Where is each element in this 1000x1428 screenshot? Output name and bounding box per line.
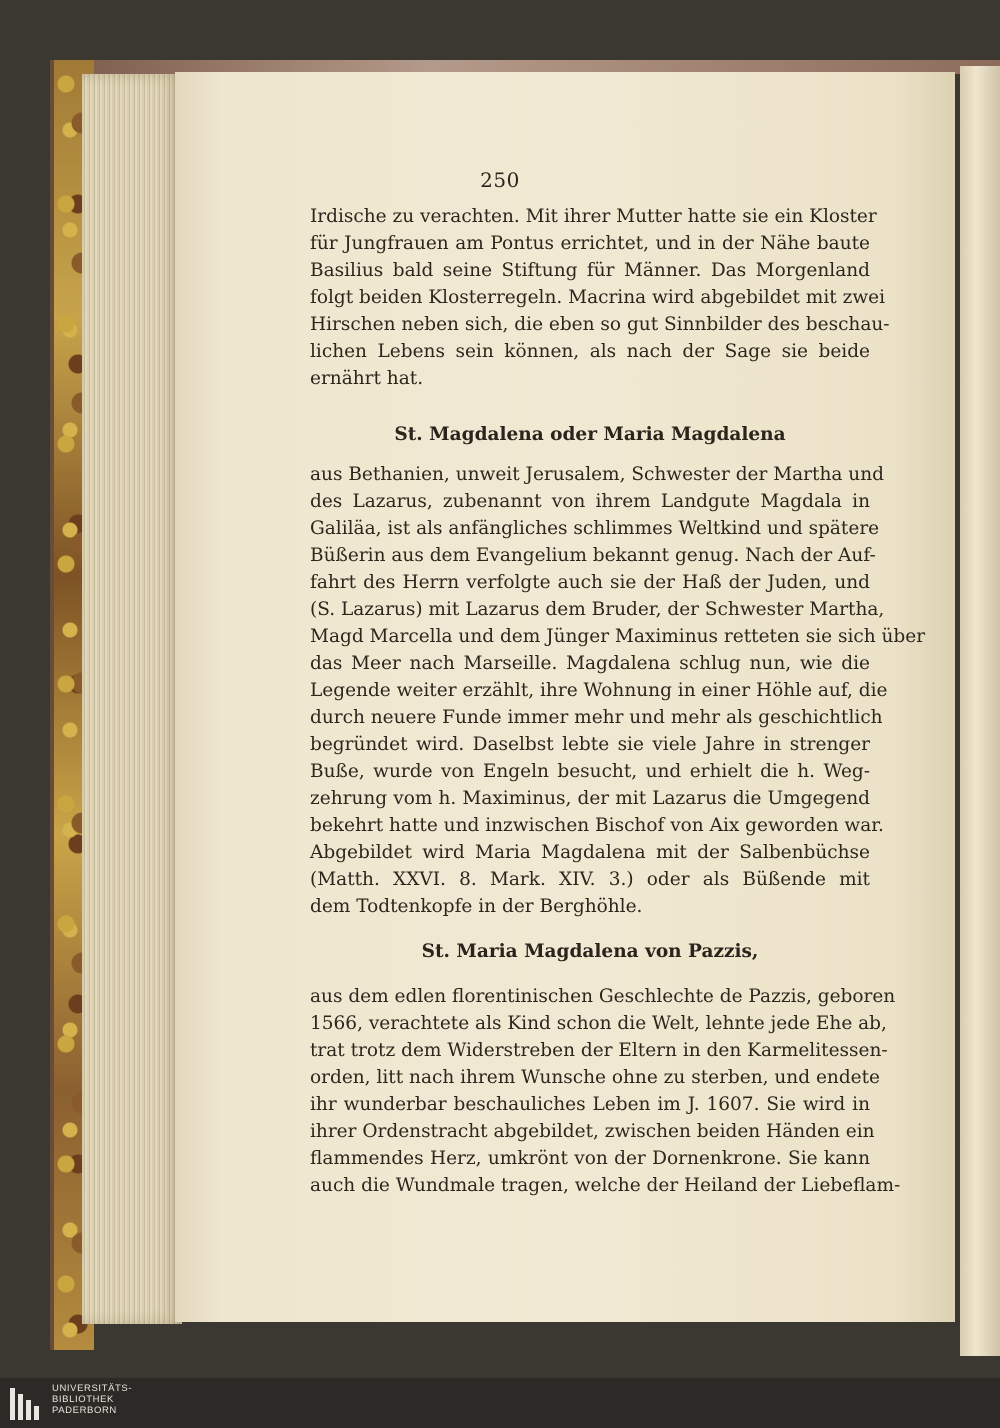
text-line: Basilius bald seine Stiftung für Männer. Das Morgenland <box>310 260 870 281</box>
paragraph-magdalena <box>310 461 926 920</box>
text-line: bekehrt hatte und inzwischen Bischof von Aix geworden war. <box>310 815 884 836</box>
text-line: des Lazarus, zubenannt von ihrem Landgute Magdala in <box>310 491 870 512</box>
text-line: auch die Wundmale tragen, welche der Heiland der Liebeflam- <box>310 1175 901 1196</box>
text-line: Galiläa, ist als anfängliches schlimmes Weltkind und spätere <box>310 518 880 539</box>
text-line: Hirschen neben sich, die eben so gut Sinnbilder des beschau- <box>310 314 890 335</box>
text-line: lichen Lebens sein können, als nach der Sage sie beide <box>310 341 870 362</box>
library-logo-icon <box>8 1384 44 1424</box>
text-line: Buße, wurde von Engeln besucht, und erhielt die h. Weg- <box>310 761 870 782</box>
text-line: Legende weiter erzählt, ihre Wohnung in einer Höhle auf, die <box>310 680 888 701</box>
text-line: Irdische zu verachten. Mit ihrer Mutter hatte sie ein Kloster <box>310 206 877 227</box>
text-line: Magd Marcella und dem Jünger Maximinus retteten sie sich über <box>310 626 926 647</box>
library-name-line1: UNIVERSITÄTS- <box>52 1383 133 1394</box>
section-heading-pazzis: St. Maria Magdalena von Pazzis, <box>421 941 759 962</box>
text-line: (Matth. XXVI. 8. Mark. XIV. 3.) oder als Büßende mit <box>310 869 870 890</box>
paragraph-pazzis <box>310 983 901 1199</box>
page-stack-edges <box>82 74 182 1324</box>
text-line: Büßerin aus dem Evangelium bekannt genug. Nach der Auf- <box>310 545 876 566</box>
text-line: ernährt hat. <box>310 368 424 389</box>
text-line: flammendes Herz, umkrönt von der Dornenkrone. Sie kann <box>310 1148 870 1169</box>
next-page-edge <box>960 66 1000 1356</box>
text-line: das Meer nach Marseille. Magdalena schlug nun, wie die <box>310 653 870 674</box>
text-line: ihr wunderbar beschauliches Leben im J. 1607. Sie wird in <box>310 1094 870 1115</box>
text-line: (S. Lazarus) mit Lazarus dem Bruder, der Schwester Martha, <box>310 599 885 620</box>
text-line: trat trotz dem Widerstreben der Eltern in den Karmelitessen- <box>310 1040 888 1061</box>
text-line: aus dem edlen florentinischen Geschlechte de Pazzis, geboren <box>310 986 896 1007</box>
page-number: 250 <box>480 168 520 192</box>
section-heading-magdalena: St. Magdalena oder Maria Magdalena <box>394 424 786 445</box>
text-line: 1566, verachtete als Kind schon die Welt, lehnte jede Ehe ab, <box>310 1013 887 1034</box>
library-logo-text <box>52 1383 132 1416</box>
text-line: zehrung vom h. Maximinus, der mit Lazarus die Umgegend <box>310 788 870 809</box>
text-line: orden, litt nach ihrem Wunsche ohne zu sterben, und endete <box>310 1067 880 1088</box>
text-line: begründet wird. Daselbst lebte sie viele Jahre in strenger <box>310 734 870 755</box>
text-line: für Jungfrauen am Pontus errichtet, und in der Nähe baute <box>310 233 870 254</box>
text-line: dem Todtenkopfe in der Berghöhle. <box>310 896 643 917</box>
library-footer-bar <box>0 1378 1000 1428</box>
text-line: aus Bethanien, unweit Jerusalem, Schwester der Martha und <box>310 464 884 485</box>
text-line: durch neuere Funde immer mehr und mehr als geschichtlich <box>310 707 883 728</box>
text-line: Abgebildet wird Maria Magdalena mit der Salbenbüchse <box>310 842 870 863</box>
library-name-line3: PADERBORN <box>52 1405 117 1416</box>
text-line: ihrer Ordenstracht abgebildet, zwischen beiden Händen ein <box>310 1121 875 1142</box>
paragraph-macrina <box>310 203 890 392</box>
library-name-line2: BIBLIOTHEK <box>52 1394 114 1405</box>
text-line: folgt beiden Klosterregeln. Macrina wird abgebildet mit zwei <box>310 287 886 308</box>
text-line: fahrt des Herrn verfolgte auch sie der Haß der Juden, und <box>310 572 870 593</box>
